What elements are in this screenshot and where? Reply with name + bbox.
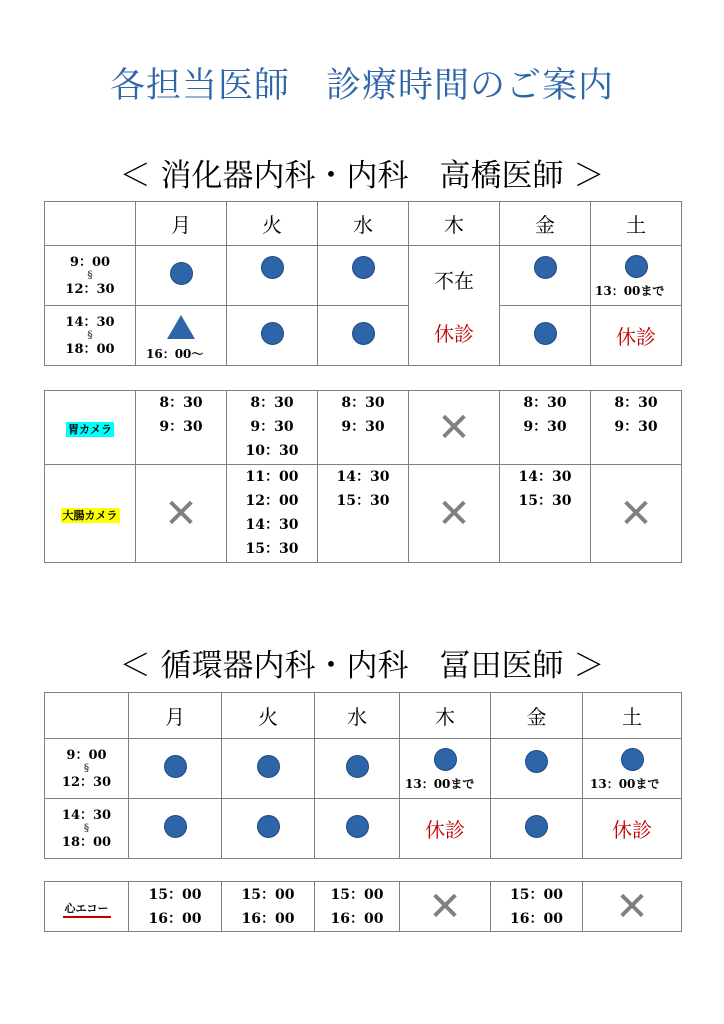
time-slot: 9：30 xyxy=(614,419,658,435)
echo-schedule-table xyxy=(44,881,682,932)
doctor2-heading: ＜ 循環器内科・内科 冨田医師 ＞ xyxy=(119,648,605,684)
am-end: 12：30 xyxy=(65,281,115,297)
day-header-sat: 土 xyxy=(583,693,682,739)
doctor1-schedule-table xyxy=(44,201,682,366)
day-header-tue: 火 xyxy=(222,693,315,739)
fri-am-cell xyxy=(500,246,591,306)
time-slot: 9：30 xyxy=(250,419,294,435)
pm-range-mark: § xyxy=(83,822,90,834)
available-dot-icon xyxy=(625,255,648,278)
available-dot-icon xyxy=(352,322,375,345)
day-header-sat: 土 xyxy=(591,202,682,246)
available-dot-icon xyxy=(170,262,193,285)
thu-am-cell xyxy=(400,739,491,799)
echo-sat xyxy=(583,882,682,932)
time-slot: 8：30 xyxy=(341,395,385,411)
camera-schedule-table xyxy=(44,390,682,563)
mon-pm-cell xyxy=(136,306,227,366)
tue-pm-cell xyxy=(227,306,318,366)
tue-pm-cell xyxy=(222,799,315,859)
mon-pm-cell xyxy=(129,799,222,859)
available-dot-icon xyxy=(257,815,280,838)
tue-am-cell xyxy=(227,246,318,306)
doctor1-heading: ＜ 消化器内科・内科 高橋医師 ＞ xyxy=(119,158,605,194)
unavailable-cross-icon: ✕ xyxy=(164,490,198,537)
day-header-mon: 月 xyxy=(136,202,227,246)
gastric-camera-label: 胃カメラ xyxy=(68,423,112,436)
unavailable-cross-icon: ✕ xyxy=(437,490,471,537)
wed-pm-cell xyxy=(315,799,400,859)
colon-label-cell xyxy=(45,465,136,563)
time-slot: 15：00 xyxy=(330,886,384,903)
mon-am-cell xyxy=(129,739,222,799)
pm-end: 18：00 xyxy=(61,834,112,850)
time-slot: 16：00 xyxy=(330,910,384,927)
pm-start: 14：30 xyxy=(61,807,112,823)
pm-start: 14：30 xyxy=(65,314,115,330)
page-title: 各担当医師 診療時間のご案内 xyxy=(109,66,614,106)
time-slot: 15：30 xyxy=(245,541,299,557)
thu-cell xyxy=(409,246,500,366)
echo-fri xyxy=(491,882,583,932)
mon-pm-note: 16：00〜 xyxy=(146,347,204,361)
available-dot-icon xyxy=(534,256,557,279)
day-header-thu: 木 xyxy=(400,693,491,739)
colon-camera-label: 大腸カメラ xyxy=(62,509,118,522)
day-header-fri: 金 xyxy=(491,693,583,739)
sat-am-note: 13：00まで xyxy=(590,777,660,791)
available-dot-icon xyxy=(346,815,369,838)
time-slot: 10：30 xyxy=(245,443,299,459)
am-end: 12：30 xyxy=(61,774,112,790)
time-slot: 9：30 xyxy=(523,419,567,435)
thu-am-note: 13：00まで xyxy=(405,777,475,791)
unavailable-cross-icon: ✕ xyxy=(615,883,649,930)
echo-mon xyxy=(129,882,222,932)
gastric-mon xyxy=(136,391,227,465)
time-slot: 16：00 xyxy=(510,910,563,927)
sat-am-note: 13：00まで xyxy=(595,284,665,298)
time-slot: 8：30 xyxy=(614,395,658,411)
time-slot: 15：30 xyxy=(518,493,572,509)
available-dot-icon xyxy=(164,815,187,838)
time-slot: 9：30 xyxy=(341,419,385,435)
time-slot: 9：30 xyxy=(159,419,203,435)
am-start: 9：00 xyxy=(66,747,107,763)
day-header-tue: 火 xyxy=(227,202,318,246)
echo-tue xyxy=(222,882,315,932)
closed-label: 休診 xyxy=(616,325,656,349)
available-dot-icon xyxy=(621,748,644,771)
partial-triangle-icon xyxy=(167,315,195,339)
am-start: 9：00 xyxy=(69,254,111,270)
pm-end: 18：00 xyxy=(65,341,115,357)
time-slot: 15：00 xyxy=(148,886,202,903)
am-range-mark: § xyxy=(83,762,90,774)
gastric-fri xyxy=(500,391,591,465)
fri-pm-cell xyxy=(491,799,583,859)
closed-label: 休診 xyxy=(612,818,652,842)
echo-wed xyxy=(315,882,400,932)
available-dot-icon xyxy=(261,322,284,345)
day-header-thu: 木 xyxy=(409,202,500,246)
tue-am-cell xyxy=(222,739,315,799)
pm-time-cell xyxy=(45,799,129,859)
day-header-fri: 金 xyxy=(500,202,591,246)
time-slot: 8：30 xyxy=(250,395,294,411)
time-slot: 14：30 xyxy=(336,469,390,485)
colon-tue xyxy=(227,465,318,563)
am-time-cell xyxy=(45,246,136,306)
pm-range-mark: § xyxy=(87,329,93,341)
time-slot: 15：00 xyxy=(241,886,295,903)
echo-thu xyxy=(400,882,491,932)
colon-thu xyxy=(409,465,500,563)
time-slot: 8：30 xyxy=(159,395,203,411)
closed-label: 休診 xyxy=(425,818,465,842)
time-slot: 14：30 xyxy=(518,469,572,485)
time-slot: 15：00 xyxy=(510,886,563,903)
echo-label: 心エコー xyxy=(63,901,111,918)
am-range-mark: § xyxy=(87,269,93,281)
sat-pm-cell xyxy=(591,306,682,366)
time-slot: 8：30 xyxy=(523,395,567,411)
time-slot: 16：00 xyxy=(241,910,295,927)
colon-mon xyxy=(136,465,227,563)
fri-pm-cell xyxy=(500,306,591,366)
wed-am-cell xyxy=(315,739,400,799)
gastric-wed xyxy=(318,391,409,465)
sat-am-cell xyxy=(583,739,682,799)
sat-pm-cell xyxy=(583,799,682,859)
unavailable-cross-icon: ✕ xyxy=(619,490,653,537)
unavailable-cross-icon: ✕ xyxy=(437,404,471,451)
day-header-mon: 月 xyxy=(129,693,222,739)
available-dot-icon xyxy=(352,256,375,279)
available-dot-icon xyxy=(164,755,187,778)
gastric-label-cell xyxy=(45,391,136,465)
wed-am-cell xyxy=(318,246,409,306)
available-dot-icon xyxy=(346,755,369,778)
thu-pm-cell xyxy=(400,799,491,859)
time-slot: 16：00 xyxy=(148,910,202,927)
available-dot-icon xyxy=(534,322,557,345)
wed-pm-cell xyxy=(318,306,409,366)
doctor2-schedule-table xyxy=(44,692,682,859)
colon-wed xyxy=(318,465,409,563)
gastric-thu xyxy=(409,391,500,465)
pm-time-cell xyxy=(45,306,136,366)
gastric-tue xyxy=(227,391,318,465)
day-header-wed: 水 xyxy=(315,693,400,739)
available-dot-icon xyxy=(525,750,548,773)
time-slot: 12：00 xyxy=(245,493,299,509)
day-header-wed: 水 xyxy=(318,202,409,246)
mon-am-cell xyxy=(136,246,227,306)
available-dot-icon xyxy=(434,748,457,771)
time-slot: 14：30 xyxy=(245,517,299,533)
echo-label-cell xyxy=(45,882,129,932)
available-dot-icon xyxy=(257,755,280,778)
colon-fri xyxy=(500,465,591,563)
time-slot: 11：00 xyxy=(245,469,299,485)
corner-cell xyxy=(45,693,129,739)
gastric-sat xyxy=(591,391,682,465)
time-slot: 15：30 xyxy=(336,493,390,509)
available-dot-icon xyxy=(261,256,284,279)
unavailable-cross-icon: ✕ xyxy=(428,883,462,930)
colon-sat xyxy=(591,465,682,563)
corner-cell xyxy=(45,202,136,246)
fri-am-cell xyxy=(491,739,583,799)
sat-am-cell xyxy=(591,246,682,306)
absent-label: 不在 xyxy=(434,268,474,293)
am-time-cell xyxy=(45,739,129,799)
closed-label: 休診 xyxy=(434,321,474,346)
available-dot-icon xyxy=(525,815,548,838)
